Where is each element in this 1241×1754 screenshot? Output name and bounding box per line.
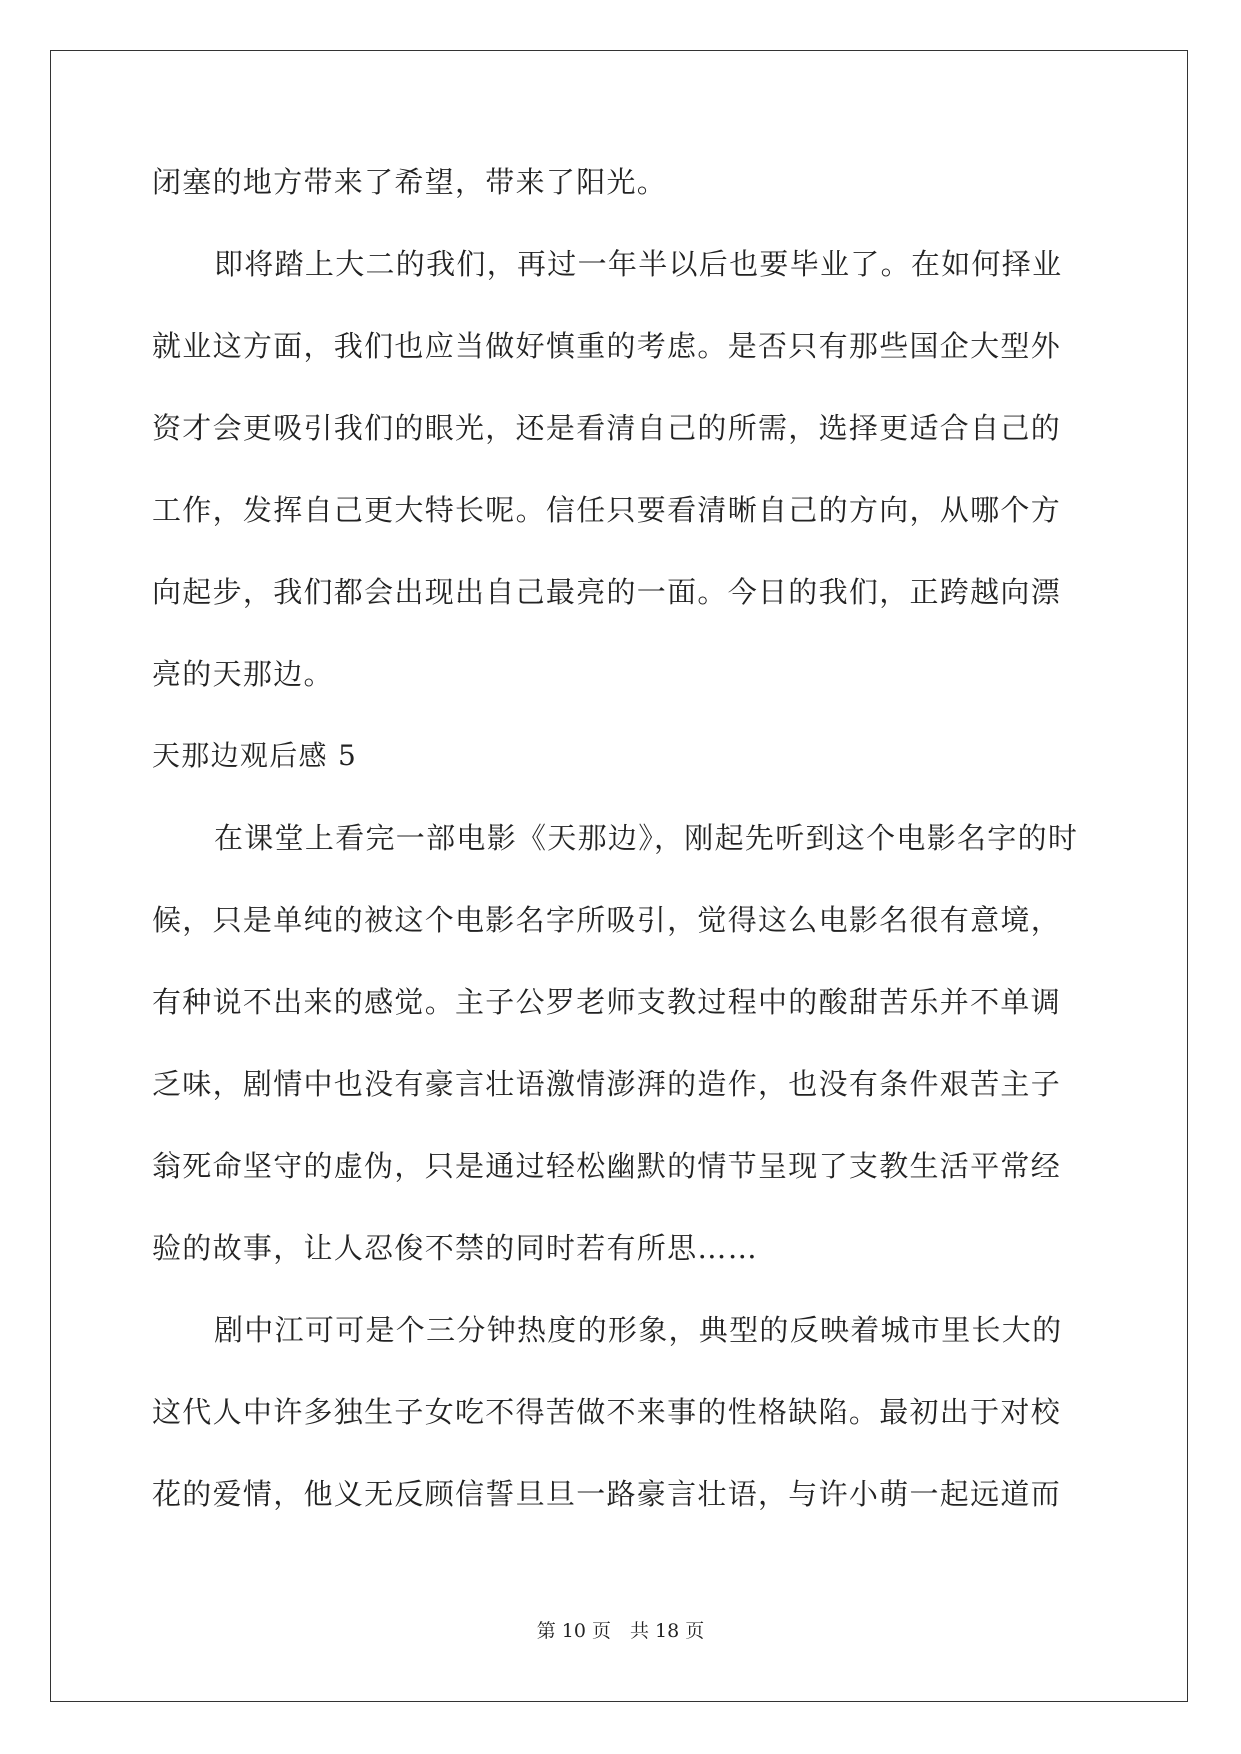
section-heading: 天那边观后感 5 (152, 739, 358, 772)
paragraph-start-line: 剧中江可可是个三分钟热度的形象，典型的反映着城市里长大的 (214, 1313, 1063, 1347)
text-line-6: 向起步，我们都会出现出自己最亮的一面。今日的我们，正跨越向漂 (152, 575, 1062, 609)
text-line-7: 亮的天那边。 (152, 657, 334, 691)
text-line-10: 候，只是单纯的被这个电影名字所吸引，觉得这么电影名很有意境， (152, 903, 1062, 937)
text-line-3: 就业这方面，我们也应当做好慎重的考虑。是否只有那些国企大型外 (152, 329, 1062, 363)
text-line-5: 工作，发挥自己更大特长呢。信任只要看清晰自己的方向，从哪个方 (152, 493, 1062, 527)
text-line-17: 花的爱情，他义无反顾信誓旦旦一路豪言壮语，与许小萌一起远道而 (152, 1477, 1062, 1511)
text-line-1: 闭塞的地方带来了希望，带来了阳光。 (152, 165, 668, 199)
page-footer-number: 第 10 页 共 18 页 (536, 1620, 705, 1642)
paragraph-start-line: 即将踏上大二的我们，再过一年半以后也要毕业了。在如何择业 (214, 247, 1063, 281)
document-body (152, 152, 1087, 1546)
text-line-16: 这代人中许多独生子女吃不得苦做不来事的性格缺陷。最初出于对校 (152, 1395, 1062, 1429)
paragraph-start-line: 在课堂上看完一部电影《天那边》，刚起先听到这个电影名字的时 (214, 821, 1079, 855)
text-line-11: 有种说不出来的感觉。主子公罗老师支教过程中的酸甜苦乐并不单调 (152, 985, 1062, 1019)
text-line-14: 验的故事，让人忍俊不禁的同时若有所思…… (152, 1231, 759, 1265)
text-line-13: 翁死命坚守的虚伪，只是通过轻松幽默的情节呈现了支教生活平常经 (152, 1149, 1062, 1183)
text-line-4: 资才会更吸引我们的眼光，还是看清自己的所需，选择更适合自己的 (152, 411, 1062, 445)
text-line-12: 乏味，剧情中也没有豪言壮语激情澎湃的造作，也没有条件艰苦主子 (152, 1067, 1062, 1101)
